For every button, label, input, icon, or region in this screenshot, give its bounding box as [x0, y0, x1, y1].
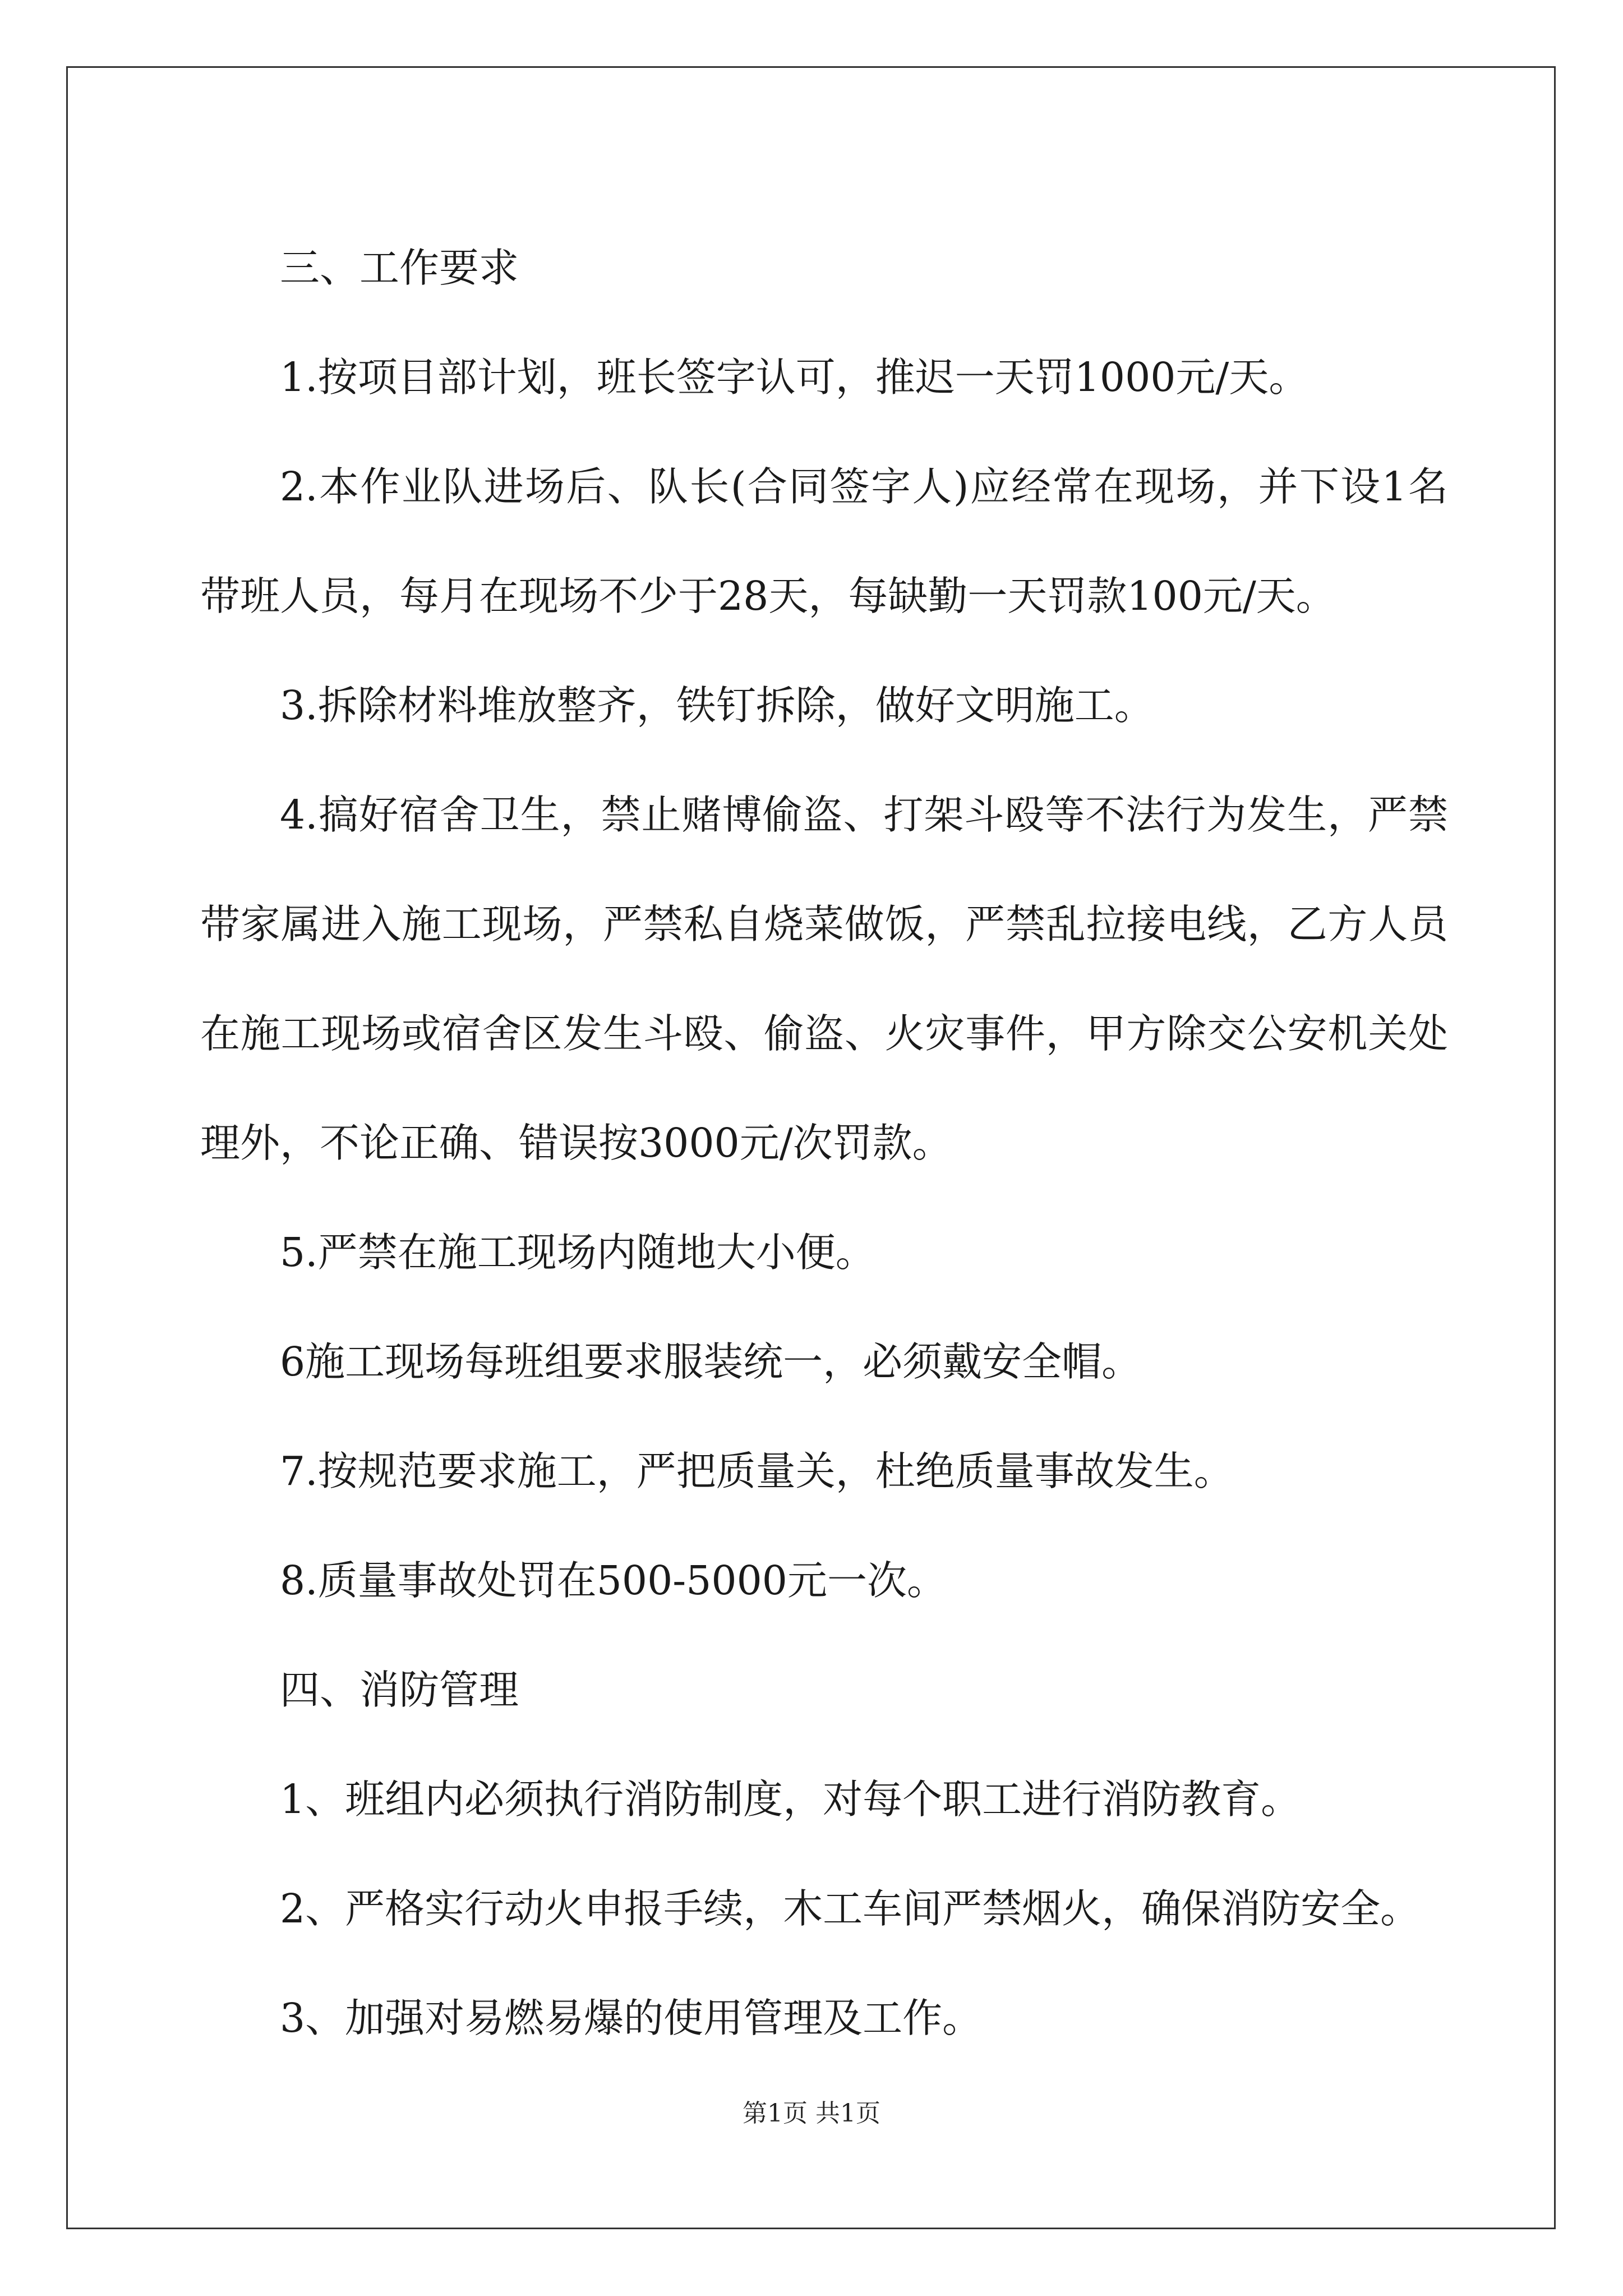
paragraph-item-4: 4.搞好宿舍卫生，禁止赌博偷盗、打架斗殴等不法行为发生，严禁带家属进入施工现场，严禁私自烧菜做饭，严禁乱拉接电线，乙方人员在施工现场或宿舍区发生斗殴、偷盗、火灾事件，甲方除交公安机关处理外，不论正确、错误按3000元/次罚款。 [200, 792, 1448, 1166]
paragraph-item-5: 5.严禁在施工现场内随地大小便。 [280, 1229, 875, 1276]
paragraph-item-7: 7.按规范要求施工，严把质量关，杜绝质量事故发生。 [280, 1448, 1234, 1494]
paragraph-item-8: 8.质量事故处罚在500-5000元一次。 [280, 1557, 947, 1604]
paragraph-item-2: 2.本作业队进场后、队长(合同签字人)应经常在现场，并下设1名带班人员，每月在现场不少于28天，每缺勤一天罚款100元/天。 [200, 463, 1448, 619]
section-heading-fire-management: 四、消防管理 [280, 1667, 519, 1713]
paragraph-item-6: 6施工现场每班组要求服装统一，必须戴安全帽。 [280, 1338, 1142, 1385]
fire-item-1: 1、班组内必须执行消防制度，对每个职工进行消防教育。 [280, 1776, 1301, 1823]
page-footer: 第1页 共1页 [743, 2099, 880, 2128]
fire-item-3: 3、加强对易燃易爆的使用管理及工作。 [280, 1995, 983, 2041]
fire-item-2: 2、严格实行动火申报手续，木工车间严禁烟火，确保消防安全。 [280, 1885, 1421, 1932]
paragraph-item-3: 3.拆除材料堆放整齐，铁钉拆除，做好文明施工。 [280, 682, 1154, 729]
section-heading-work-requirements: 三、工作要求 [280, 245, 519, 291]
paragraph-item-1: 1.按项目部计划，班长签字认可，推迟一天罚1000元/天。 [280, 354, 1309, 401]
document-body [200, 213, 1448, 2073]
